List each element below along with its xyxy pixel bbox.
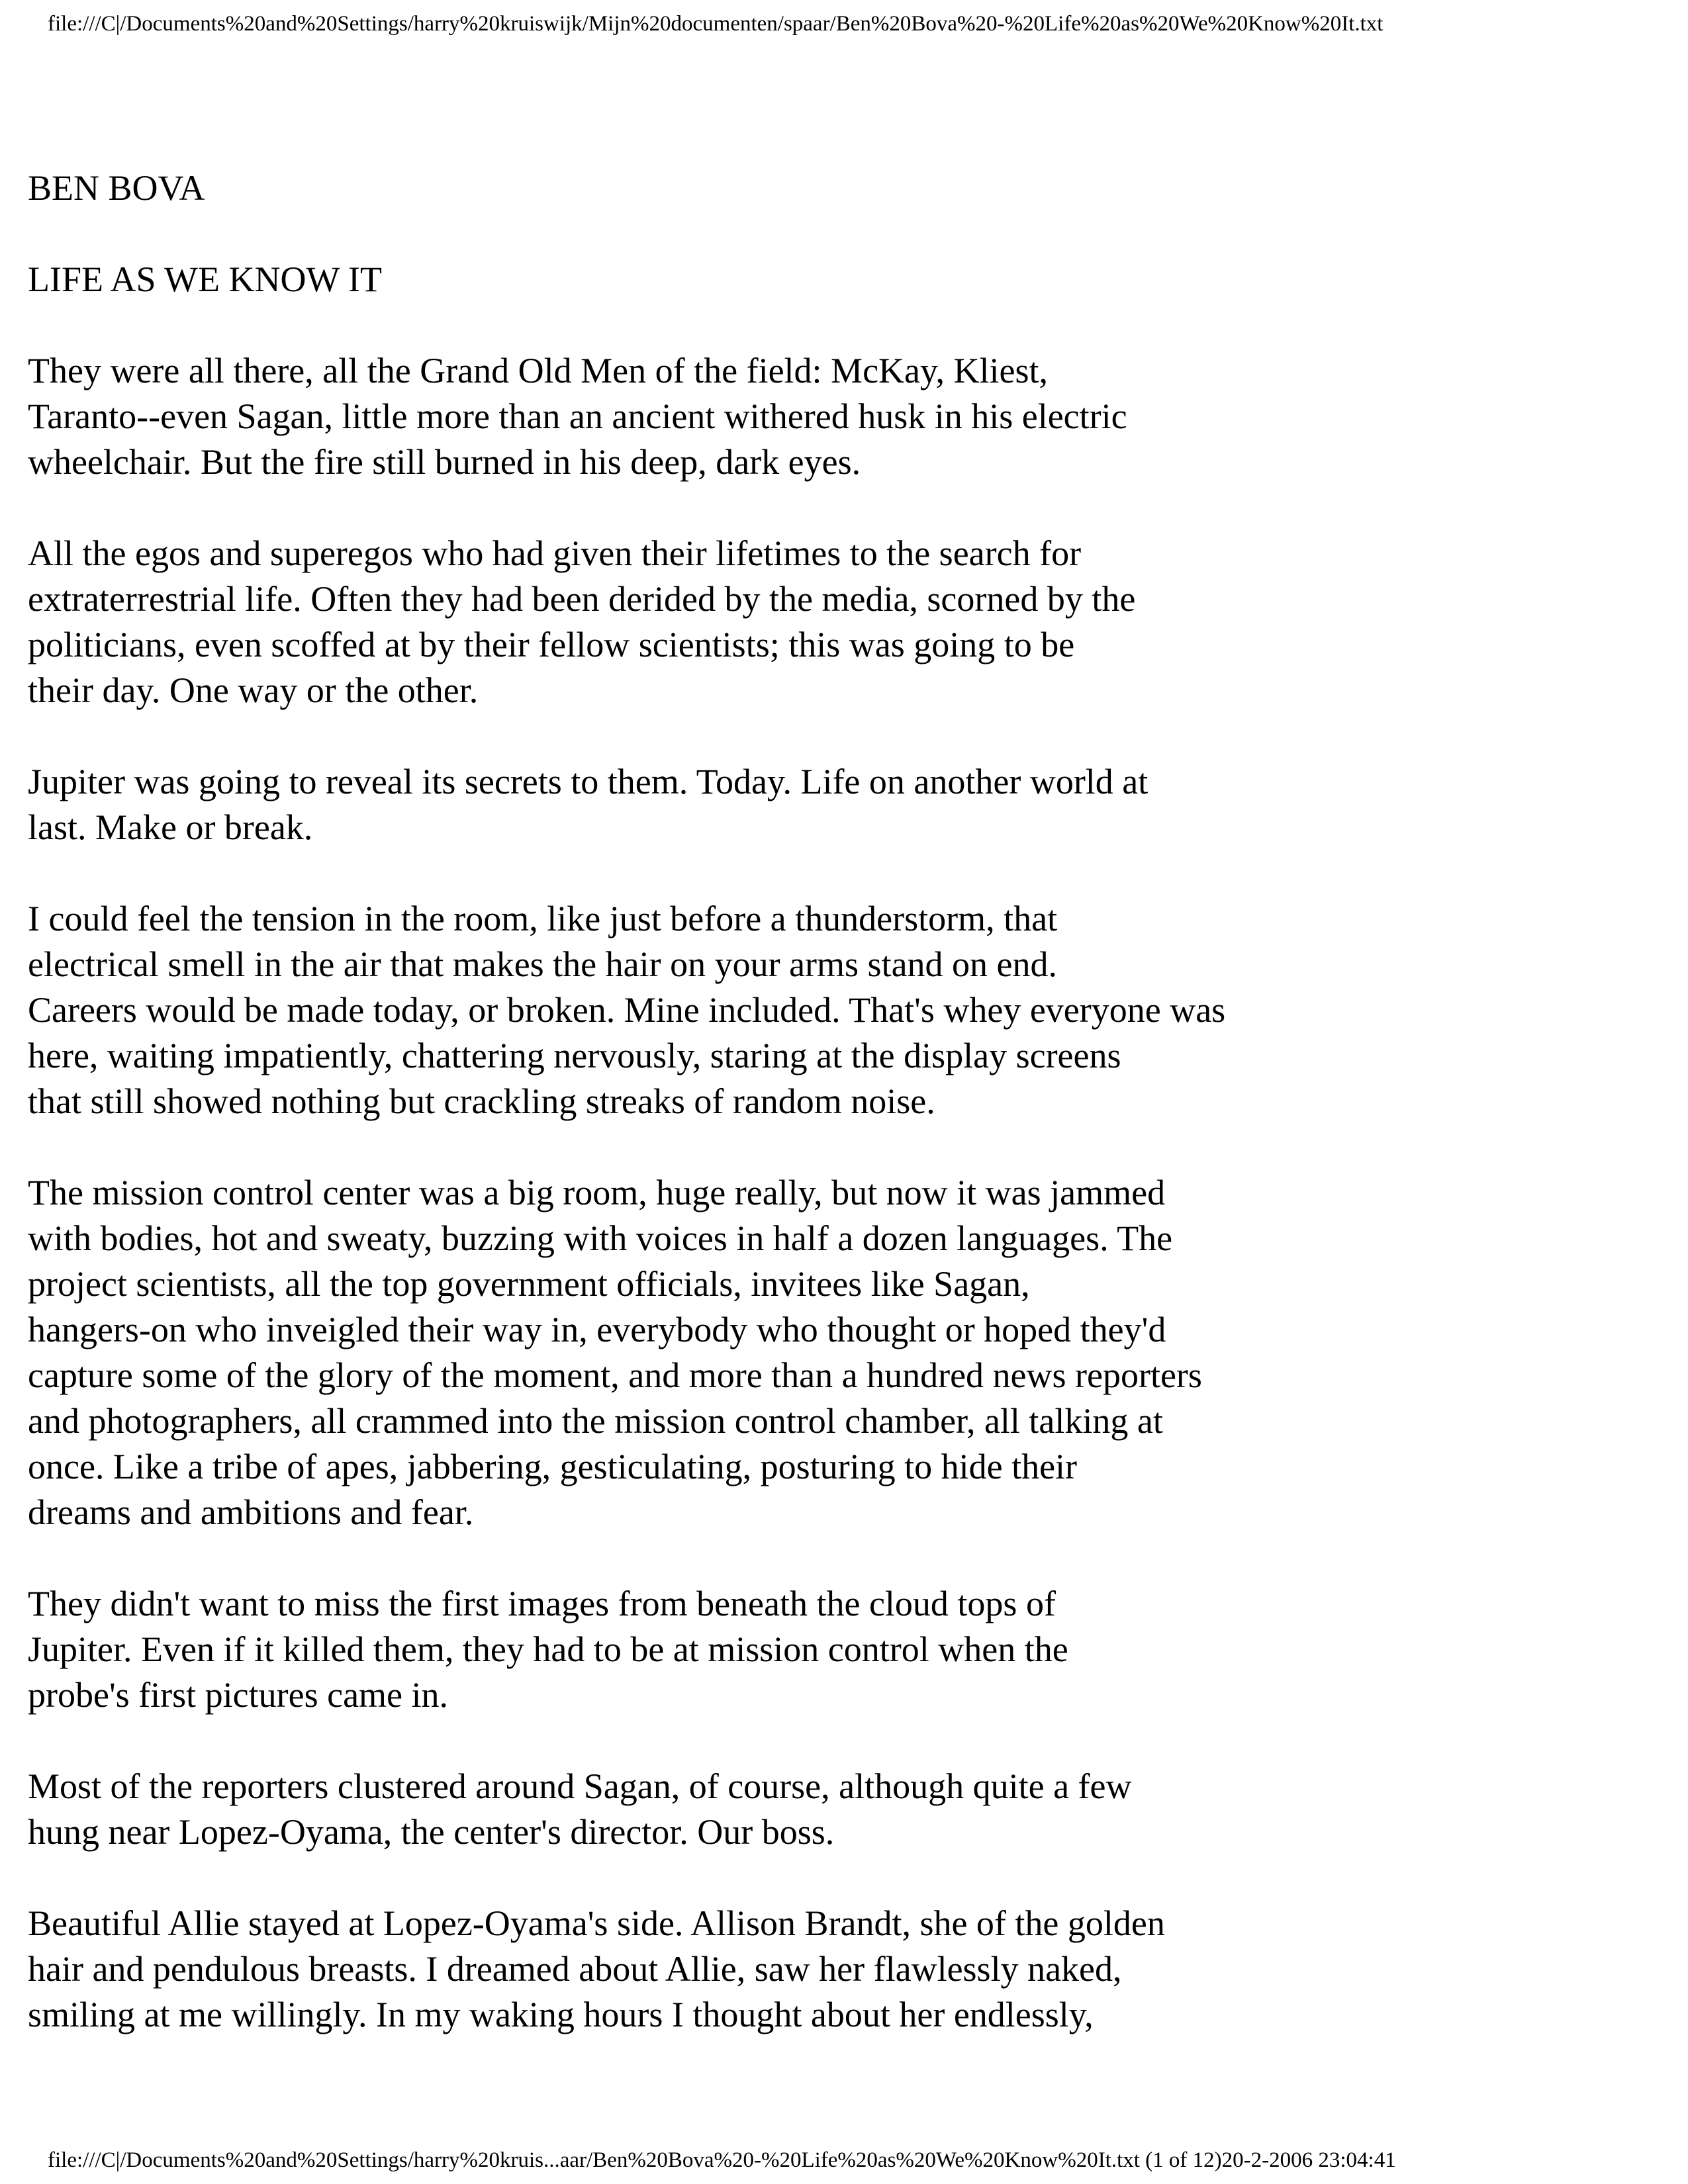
text-line: Jupiter was going to reveal its secrets to them. Today. Life on another world at	[28, 762, 1149, 801]
text-line: that still showed nothing but crackling streaks of random noise.	[28, 1081, 935, 1121]
text-line: capture some of the glory of the moment, and more than a hundred news reporters	[28, 1355, 1202, 1395]
text-line: electrical smell in the air that makes the hair on your arms stand on end.	[28, 944, 1058, 984]
text-line: Careers would be made today, or broken. Mine included. That's whey everyone was	[28, 990, 1226, 1030]
paragraph	[28, 1170, 1418, 1535]
text-line: Jupiter. Even if it killed them, they had to be at mission control when the	[28, 1629, 1068, 1669]
paragraph	[28, 348, 1418, 485]
paragraph	[28, 759, 1418, 850]
text-line: extraterrestrial life. Often they had been derided by the media, scorned by the	[28, 579, 1136, 619]
text-line: last. Make or break.	[28, 807, 313, 847]
text-line: once. Like a tribe of apes, jabbering, gesticulating, posturing to hide their	[28, 1447, 1078, 1486]
text-line: their day. One way or the other.	[28, 670, 479, 710]
text-line: politicians, even scoffed at by their fellow scientists; this was going to be	[28, 625, 1075, 664]
text-line: Most of the reporters clustered around Sagan, of course, although quite a few	[28, 1766, 1132, 1806]
text-line: with bodies, hot and sweaty, buzzing with voices in half a dozen languages. The	[28, 1218, 1173, 1258]
text-line: project scientists, all the top government officials, invitees like Sagan,	[28, 1264, 1030, 1304]
paragraph	[28, 1764, 1418, 1855]
text-line: hung near Lopez-Oyama, the center's director. Our boss.	[28, 1812, 835, 1852]
text-line: They were all there, all the Grand Old Men of the field: McKay, Kliest,	[28, 351, 1048, 390]
paragraph	[28, 1581, 1418, 1718]
author-heading	[28, 165, 1418, 211]
text-line: wheelchair. But the fire still burned in his deep, dark eyes.	[28, 442, 861, 482]
text-line: The mission control center was a big room, huge really, but now it was jammed	[28, 1173, 1166, 1212]
document-body	[28, 165, 1418, 2083]
text-line: Taranto--even Sagan, little more than an ancient withered husk in his electric	[28, 396, 1127, 436]
title-line: LIFE AS WE KNOW IT	[28, 259, 382, 299]
paragraph	[28, 1901, 1418, 2038]
page-header-path: file:///C|/Documents%20and%20Settings/harry%20kruiswijk/Mijn%20documenten/spaar/Ben%20Bova%20-%20Life%20as%20We%20Know%20It.txt	[48, 12, 1383, 36]
author-line: BEN BOVA	[28, 168, 205, 208]
text-line: hair and pendulous breasts. I dreamed about Allie, saw her flawlessly naked,	[28, 1949, 1122, 1989]
text-line: I could feel the tension in the room, like just before a thunderstorm, that	[28, 899, 1058, 938]
paragraph	[28, 896, 1418, 1124]
text-line: smiling at me willingly. In my waking hours I thought about her endlessly,	[28, 1995, 1094, 2034]
paragraph	[28, 531, 1418, 713]
text-line: probe's first pictures came in.	[28, 1675, 449, 1715]
text-line: dreams and ambitions and fear.	[28, 1492, 474, 1532]
text-line: They didn't want to miss the first images from beneath the cloud tops of	[28, 1584, 1056, 1623]
text-line: here, waiting impatiently, chattering nervously, staring at the display screens	[28, 1036, 1121, 1075]
text-line: All the egos and superegos who had given their lifetimes to the search for	[28, 533, 1082, 573]
text-line: hangers-on who inveigled their way in, everybody who thought or hoped they'd	[28, 1310, 1166, 1349]
text-line: Beautiful Allie stayed at Lopez-Oyama's side. Allison Brandt, she of the golden	[28, 1903, 1165, 1943]
page-footer-info: file:///C|/Documents%20and%20Settings/harry%20kruis...aar/Ben%20Bova%20-%20Life%20as%20We%20Know%20It.txt (1 of 12)20-2-2006 23:04:41	[48, 2148, 1396, 2172]
title-heading	[28, 257, 1418, 302]
text-line: and photographers, all crammed into the mission control chamber, all talking at	[28, 1401, 1163, 1441]
